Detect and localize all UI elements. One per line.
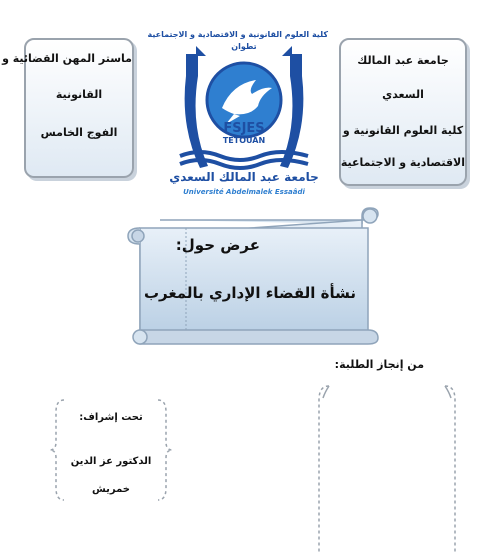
supervisor-block bbox=[50, 396, 172, 504]
students-label: من إنجاز الطلبة: bbox=[334, 358, 424, 371]
logo-city: TETOUAN bbox=[222, 136, 266, 145]
title-scroll-banner bbox=[120, 206, 388, 346]
scroll-shape-icon bbox=[120, 206, 388, 346]
faculty-name-line2: الاقتصادية و الاجتماعية bbox=[340, 156, 465, 169]
supervisor-name-line2: خمريش bbox=[91, 484, 131, 495]
presentation-heading: عرض حول: bbox=[175, 236, 260, 254]
cohort-label: الفوج الخامس bbox=[40, 126, 118, 139]
faculty-logo bbox=[147, 16, 328, 202]
program-name-line2: القانونية bbox=[55, 88, 103, 101]
presentation-subject: نشأة القضاء الإداري بالمغرب bbox=[143, 284, 356, 302]
supervisor-name-line1: الدكتور عز الدين bbox=[70, 456, 152, 467]
university-name-line2: السعدي bbox=[382, 88, 424, 101]
students-names-bracket bbox=[303, 382, 471, 556]
university-info-box bbox=[339, 38, 467, 186]
logo-university-french: Université Abdelmalek Essaâdi bbox=[183, 188, 305, 196]
logo-city-arabic: تطوان bbox=[231, 42, 257, 51]
program-info-box bbox=[2, 38, 134, 178]
supervisor-label: تحت إشراف: bbox=[79, 412, 143, 423]
program-name-line1: ماستر المهن القضائية و bbox=[2, 52, 132, 65]
logo-acronym: FSJES bbox=[223, 121, 265, 136]
faculty-name-line1: كلية العلوم القانونية و bbox=[342, 124, 464, 137]
bracket-frame-icon bbox=[303, 382, 471, 556]
logo-top-line: كلية العلوم القانونية و الاقتصادية و الاجتماعية bbox=[147, 30, 328, 39]
university-name-line1: جامعة عبد المالك bbox=[357, 54, 449, 67]
logo-university-arabic: جامعة عبد المالك السعدي bbox=[169, 170, 319, 184]
